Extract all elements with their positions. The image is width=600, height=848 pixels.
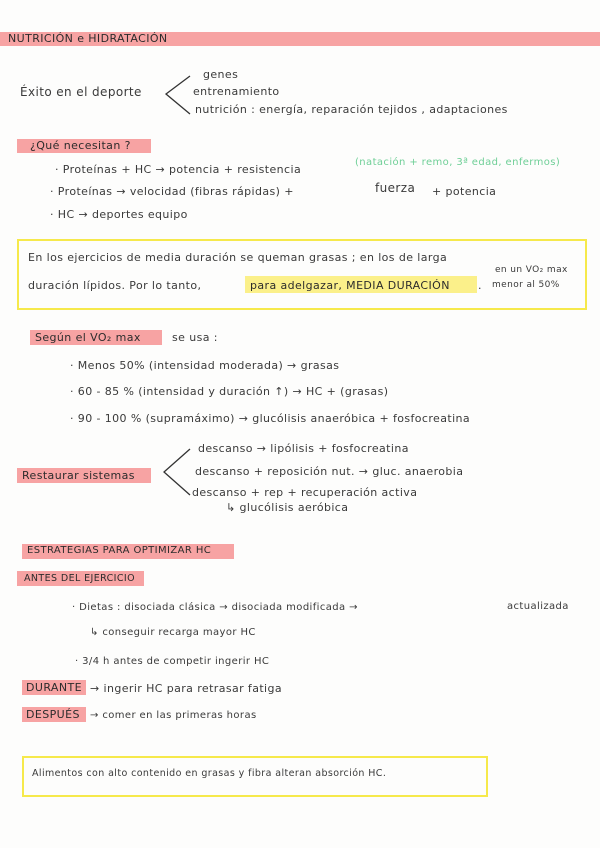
durante-label: DURANTE	[26, 681, 82, 694]
dietas-sub: ↳ conseguir recarga mayor HC	[90, 627, 256, 638]
despues-label: DESPUÉS	[26, 708, 80, 721]
horas-line: · 3/4 h antes de competir ingerir HC	[75, 656, 270, 667]
necesitan-bullet-2c: + potencia	[432, 185, 497, 198]
restaurar-sub: ↳ glucólisis aeróbica	[226, 501, 349, 514]
brace-exito	[162, 74, 192, 118]
restaurar-item-3: descanso + rep + recuperación activa	[192, 486, 418, 499]
page-title: NUTRICIÓN e HIDRATACIÓN	[8, 32, 168, 45]
vo2-bullet-3: · 90 - 100 % (supramáximo) → glucólisis anaeróbica + fosfocreatina	[70, 412, 471, 425]
despues-text: → comer en las primeras horas	[90, 710, 257, 721]
box1-line2-post: .	[478, 279, 482, 292]
exito-item-genes: genes	[203, 68, 239, 81]
durante-text: → ingerir HC para retrasar fatiga	[90, 682, 283, 695]
vo2-bullet-1: · Menos 50% (intensidad moderada) → grasas	[70, 359, 340, 372]
restaurar-item-2: descanso + reposición nut. → gluc. anaerobia	[195, 465, 464, 478]
exito-item-nutricion: nutrición : energía, reparación tejidos , adaptaciones	[195, 103, 508, 116]
box1-line2-pre: duración lípidos. Por lo tanto,	[28, 279, 202, 292]
dietas-line: · Dietas : disociada clásica → disociada modificada →	[72, 602, 358, 613]
antes-heading: ANTES DEL EJERCICIO	[24, 573, 135, 584]
vo2-heading-suffix: se usa :	[172, 331, 218, 344]
necesitan-bullet-2a: · Proteínas → velocidad (fibras rápidas) +	[50, 185, 294, 198]
restaurar-heading: Restaurar sistemas	[22, 469, 135, 482]
necesitan-bullet-1: · Proteínas + HC → potencia + resistencia	[55, 163, 302, 176]
box1-note-top: en un VO₂ max	[495, 265, 568, 275]
necesitan-bullet-2b: fuerza	[375, 181, 416, 195]
dietas-end: actualizada	[507, 601, 569, 612]
exito-label: Éxito en el deporte	[20, 85, 142, 99]
vo2-heading: Según el VO₂ max	[35, 331, 141, 344]
brace-restaurar	[160, 447, 192, 499]
estrategias-heading: ESTRATEGIAS PARA OPTIMIZAR HC	[27, 545, 212, 556]
necesitan-bullet-3: · HC → deportes equipo	[50, 208, 188, 221]
box1-note-bottom: menor al 50%	[492, 280, 560, 290]
exito-item-entrenamiento: entrenamiento	[193, 85, 280, 98]
necesitan-bullet-1-note: (natación + remo, 3ª edad, enfermos)	[355, 157, 561, 168]
box1-line2-highlighted: para adelgazar, MEDIA DURACIÓN	[250, 279, 450, 292]
restaurar-item-1: descanso → lipólisis + fosfocreatina	[198, 442, 409, 455]
box2-text: Alimentos con alto contenido en grasas y fibra alteran absorción HC.	[32, 768, 387, 779]
necesitan-heading: ¿Qué necesitan ?	[30, 139, 131, 152]
box1-line1: En los ejercicios de media duración se queman grasas ; en los de larga	[28, 251, 448, 264]
vo2-bullet-2: · 60 - 85 % (intensidad y duración ↑) → HC + (grasas)	[70, 385, 389, 398]
